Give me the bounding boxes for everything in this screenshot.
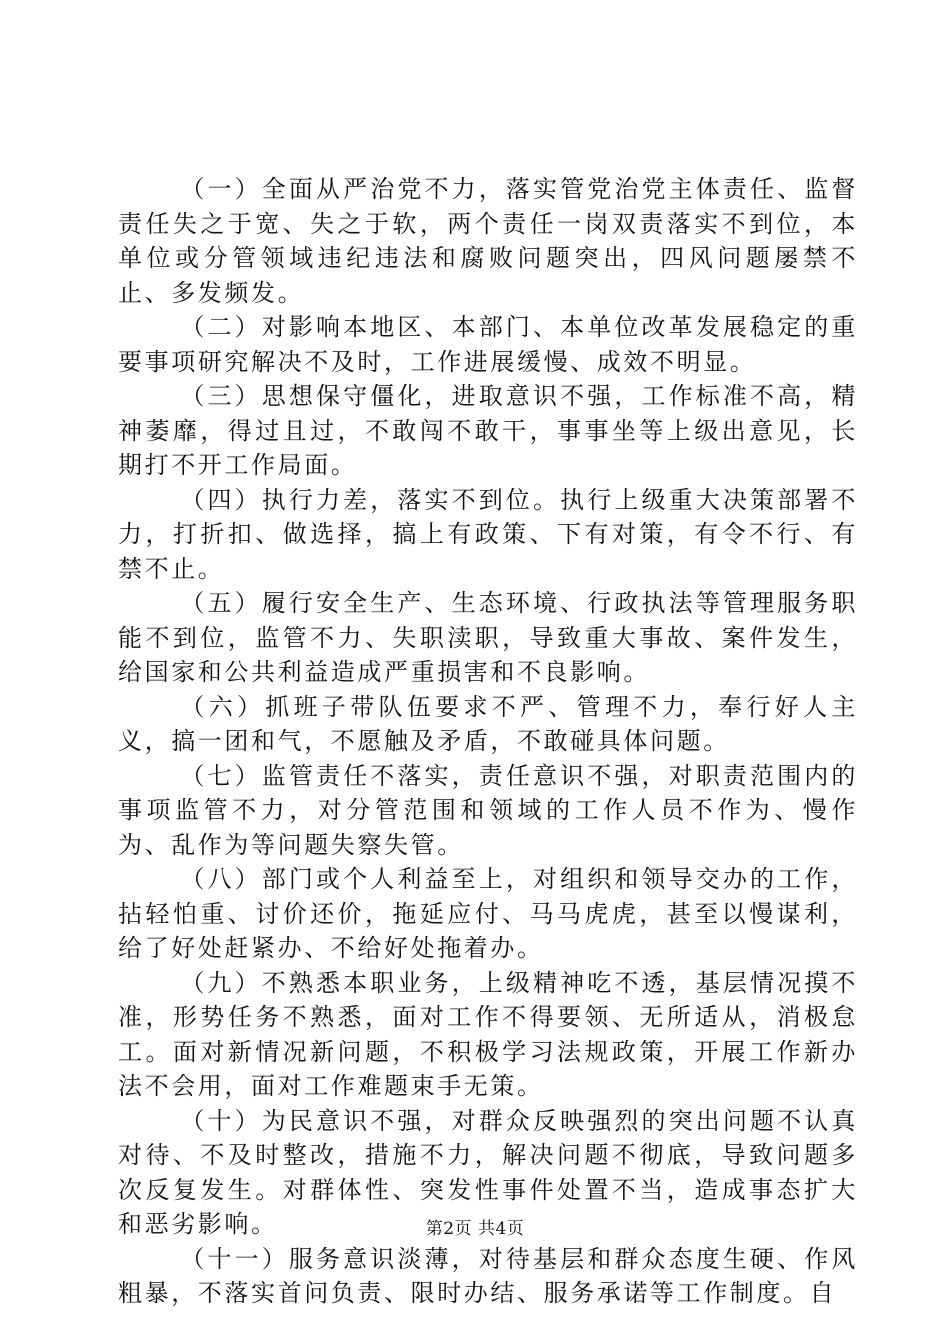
paragraph-7: （七）监管责任不落实，责任意识不强，对职责范围内的事项监管不力，对分管范围和领域的工作人员不作为、慢作为、乱作为等问题失察失管。 <box>118 761 858 859</box>
paragraph-4: （四）执行力差，落实不到位。执行上级重大决策部署不力，打折扣、做选择，搞上有政策、下有对策，有令不行、有禁不止。 <box>118 485 858 583</box>
paragraph-3: （三）思想保守僵化，进取意识不强，工作标准不高，精神萎靡，得过且过，不敢闯不敢干，事事坐等上级出意见，长期打不开工作局面。 <box>118 382 858 479</box>
paragraph-1: （一）全面从严治党不力，落实管党治党主体责任、监督责任失之于宽、失之于软，两个责任一岗双责落实不到位，本单位或分管领域违纪违法和腐败问题突出，四风问题屡禁不止、多发频发。 <box>118 175 858 307</box>
paragraph-10: （十）为民意识不强，对群众反映强烈的突出问题不认真对待、不及时整改，措施不力，解决问题不彻底，导致问题多次反复发生。对群体性、突发性事件处置不当，造成事态扩大和恶劣影响。 <box>118 1106 858 1238</box>
document-body <box>118 172 858 1311</box>
page-footer: 第2页 共4页 <box>425 1219 525 1239</box>
paragraph-5: （五）履行安全生产、生态环境、行政执法等管理服务职能不到位，监管不力、失职渎职，导致重大事故、案件发生，给国家和公共利益造成严重损害和不良影响。 <box>118 589 858 686</box>
paragraph-2: （二）对影响本地区、本部门、本单位改革发展稳定的重要事项研究解决不及时，工作进展缓慢、成效不明显。 <box>118 313 858 376</box>
paragraph-9: （九）不熟悉本职业务，上级精神吃不透，基层情况摸不准，形势任务不熟悉，面对工作不得要领、无所适从，消极怠工。面对新情况新问题，不积极学习法规政策，开展工作新办法不会用，面对工作难题束手无策。 <box>118 968 858 1100</box>
paragraph-6: （六）抓班子带队伍要求不严、管理不力，奉行好人主义，搞一团和气，不愿触及矛盾，不敢碰具体问题。 <box>118 692 858 755</box>
paragraph-8: （八）部门或个人利益至上，对组织和领导交办的工作，拈轻怕重、讨价还价，拖延应付、马马虎虎，甚至以慢谋利，给了好处赶紧办、不给好处拖着办。 <box>118 865 858 962</box>
paragraph-11: （十一）服务意识淡薄，对待基层和群众态度生硬、作风粗暴，不落实首问负责、限时办结、服务承诺等工作制度。自 <box>118 1244 858 1307</box>
